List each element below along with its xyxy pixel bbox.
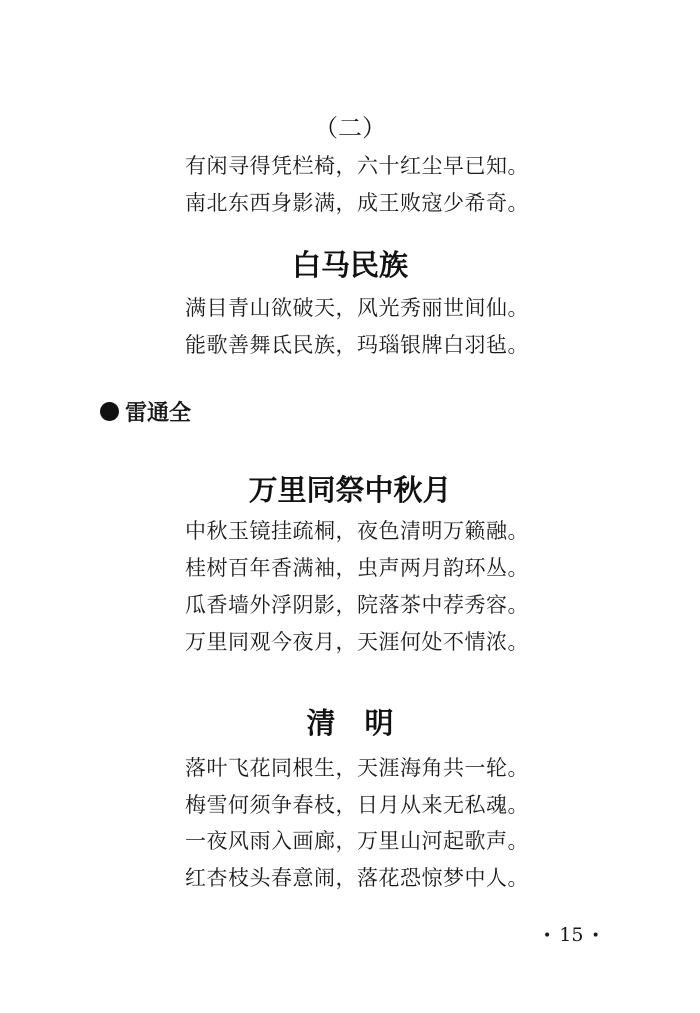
poem-line: 桂树百年香满袖，虫声两月韵环丛。 — [185, 556, 529, 580]
author-name: 雷通全 — [125, 401, 192, 426]
poem-title: 万里同祭中秋月 — [248, 473, 452, 507]
poem-title: 清 明 — [306, 706, 394, 740]
poem-line: 能歌善舞氐民族，玛瑙银牌白羽毡。 — [185, 333, 529, 357]
poem-line: 万里同观今夜月，天涯何处不情浓。 — [185, 630, 529, 654]
poem-line: 满目青山欲破天，风光秀丽世间仙。 — [185, 296, 529, 320]
bullet-dot-icon — [100, 402, 119, 421]
poem-line: 有闲寻得凭栏椅，六十红尘早已知。 — [185, 154, 529, 178]
poem-title: 白马民族 — [291, 248, 408, 282]
poem-line: 梅雪何须争春枝，日月从来无私魂。 — [185, 793, 529, 817]
poem-line: 南北东西身影满，成王败寇少希奇。 — [185, 191, 529, 215]
poem-line: 红杏枝头春意闹，落花恐惊梦中人。 — [185, 866, 529, 890]
page-number-value: 15 — [559, 924, 584, 946]
page-bullet-right: • — [591, 928, 600, 944]
author-heading — [100, 396, 191, 427]
poem-line: 落叶飞花同根生，天涯海角共一轮。 — [185, 756, 529, 780]
poem-title: （二） — [314, 114, 386, 142]
poem-line: 中秋玉镜挂疏桐，夜色清明万籁融。 — [185, 519, 529, 543]
page-number — [535, 924, 608, 946]
poem-line: 瓜香墙外浮阴影，院落茶中荐秀容。 — [185, 593, 529, 617]
page-bullet-left: • — [543, 928, 552, 944]
poem-line: 一夜风雨入画廊，万里山河起歌声。 — [185, 829, 529, 853]
